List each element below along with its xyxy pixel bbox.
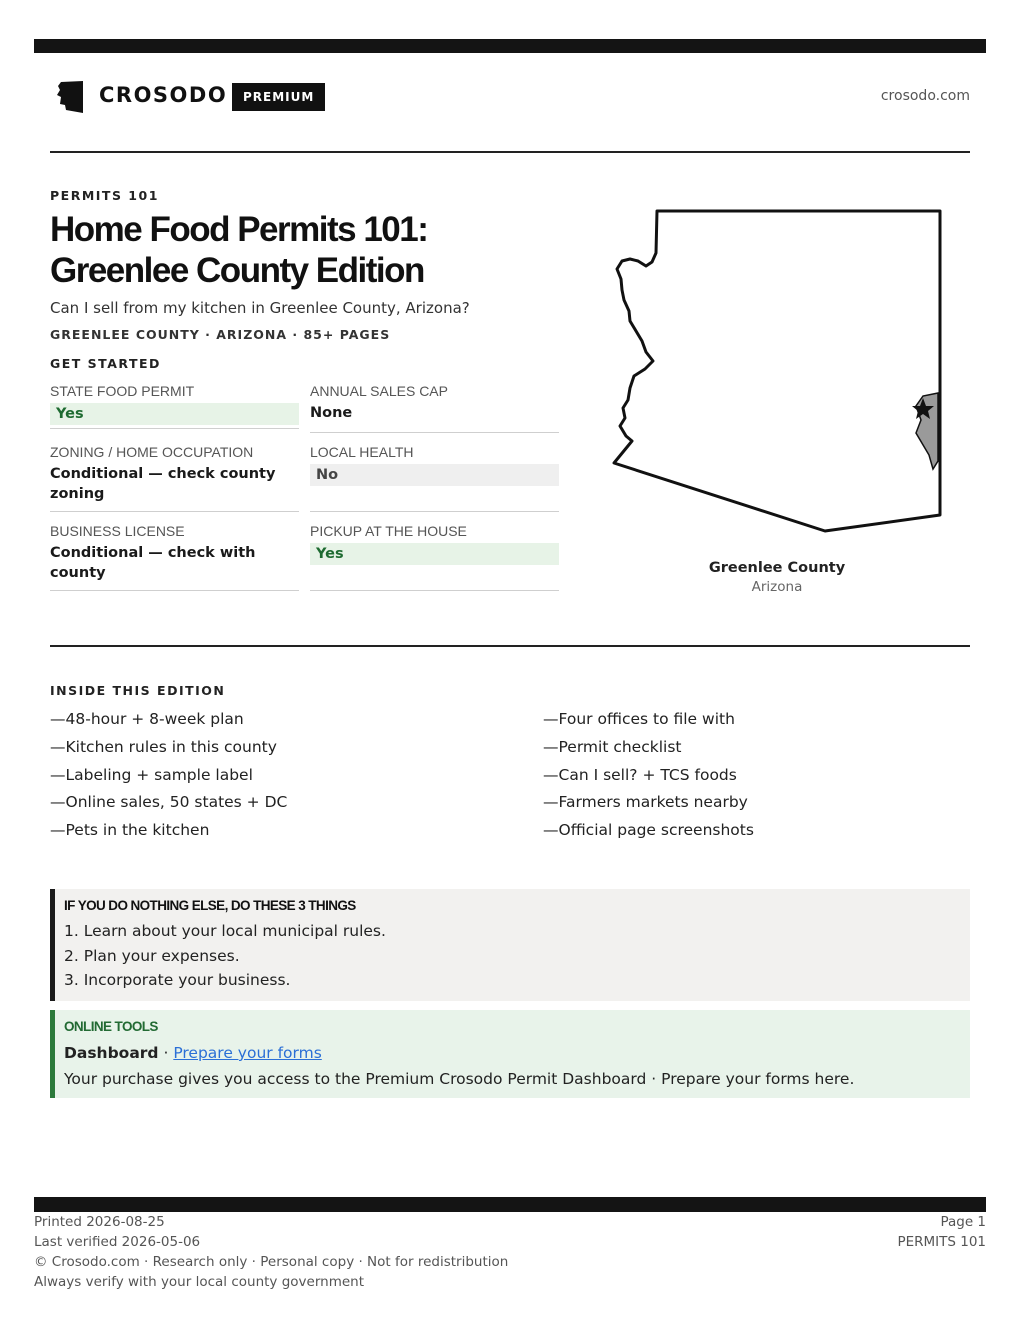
- contents-list-left: [50, 709, 450, 848]
- divider: [50, 645, 970, 647]
- fact-pickup: [310, 523, 559, 591]
- page-title: [50, 209, 590, 291]
- fact-label: LOCAL HEALTH: [310, 444, 414, 460]
- contents-item: —Online sales, 50 states + DC: [50, 793, 288, 812]
- contents-list-right: [543, 709, 943, 848]
- todo-step: 3. Incorporate your business.: [64, 971, 291, 989]
- printed-date: Printed 2026-08-25: [34, 1214, 165, 1230]
- prepare-forms-link[interactable]: Prepare your forms: [173, 1044, 322, 1062]
- get-started-heading: GET STARTED: [50, 356, 161, 371]
- page-number: Page 1: [940, 1214, 986, 1230]
- map-state-name: Arizona: [751, 579, 803, 595]
- contents-item: —Official page screenshots: [543, 821, 754, 840]
- fact-value: Conditional — check county zoning: [50, 466, 276, 502]
- dashboard-description: Your purchase gives you access to the Premium Crosodo Permit Dashboard · Prepare your forms here.: [64, 1070, 855, 1088]
- fact-zoning: [50, 444, 299, 512]
- footer-left: [34, 1212, 508, 1292]
- fact-state-food-permit: [50, 383, 299, 429]
- fact-label: ANNUAL SALES CAP: [310, 383, 448, 399]
- title-line-1: Home Food Permits 101:: [50, 210, 428, 249]
- fact-value-badge: Yes: [50, 403, 299, 425]
- top-bar: [34, 39, 986, 53]
- verified-date: Last verified 2026-05-06: [34, 1234, 201, 1250]
- todo-step: 1. Learn about your local municipal rules.: [64, 922, 386, 940]
- premium-badge: PREMIUM: [232, 83, 325, 111]
- online-tools-callout: [50, 1010, 970, 1098]
- contents-item: —Can I sell? + TCS foods: [543, 765, 737, 784]
- footer-bar: [34, 1197, 986, 1212]
- dashboard-line: [64, 1040, 970, 1066]
- fact-business-license: [50, 523, 299, 591]
- fact-value-badge: Yes: [310, 543, 559, 565]
- online-tools-heading: ONLINE TOOLS: [64, 1019, 158, 1034]
- footer-section: PERMITS 101: [897, 1234, 986, 1250]
- divider: [50, 151, 970, 153]
- fact-local-health: [310, 444, 559, 512]
- contents-item: —Kitchen rules in this county: [50, 737, 277, 756]
- fact-label: ZONING / HOME OCCUPATION: [50, 444, 254, 460]
- copyright: © Crosodo.com · Research only · Personal copy · Not for redistribution: [34, 1254, 509, 1270]
- fact-annual-sales-cap: [310, 383, 559, 433]
- footer-right: [897, 1212, 986, 1252]
- brand-name: CROSODO: [99, 83, 228, 107]
- fact-label: BUSINESS LICENSE: [50, 523, 185, 539]
- title-line-2: Greenlee County Edition: [50, 251, 424, 290]
- arizona-map: [605, 200, 950, 540]
- todo-heading: IF YOU DO NOTHING ELSE, DO THESE 3 THINGS: [64, 898, 356, 913]
- dashboard-label: Dashboard: [64, 1044, 159, 1062]
- contents-item: —Labeling + sample label: [50, 765, 253, 784]
- todo-step: 2. Plan your expenses.: [64, 946, 240, 965]
- fact-value: None: [310, 405, 353, 421]
- arizona-logo-icon: [56, 80, 84, 114]
- page-subtitle: Can I sell from my kitchen in Greenlee County, Arizona?: [50, 299, 470, 317]
- disclaimer: Always verify with your local county government: [34, 1274, 364, 1290]
- todo-callout: [50, 889, 970, 1001]
- contents-item: —48-hour + 8-week plan: [50, 710, 244, 728]
- page-meta: GREENLEE COUNTY · ARIZONA · 85+ PAGES: [50, 327, 391, 342]
- contents-item: —Pets in the kitchen: [50, 821, 210, 840]
- fact-label: STATE FOOD PERMIT: [50, 383, 195, 399]
- arizona-outline: [614, 211, 940, 531]
- fact-value-badge: No: [310, 464, 559, 486]
- header: [50, 80, 970, 114]
- map-county-name: Greenlee County: [708, 560, 846, 576]
- fact-label: PICKUP AT THE HOUSE: [310, 523, 467, 539]
- fact-value: Conditional — check with county: [50, 545, 256, 581]
- contents-item: —Farmers markets nearby: [543, 793, 748, 812]
- separator: ·: [158, 1044, 174, 1062]
- map-caption: [677, 560, 877, 595]
- site-url[interactable]: crosodo.com: [880, 88, 970, 104]
- section-eyebrow: PERMITS 101: [50, 188, 159, 203]
- contents-item: —Permit checklist: [543, 737, 682, 756]
- inside-heading: INSIDE THIS EDITION: [50, 683, 226, 698]
- contents-item: —Four offices to file with: [543, 710, 735, 728]
